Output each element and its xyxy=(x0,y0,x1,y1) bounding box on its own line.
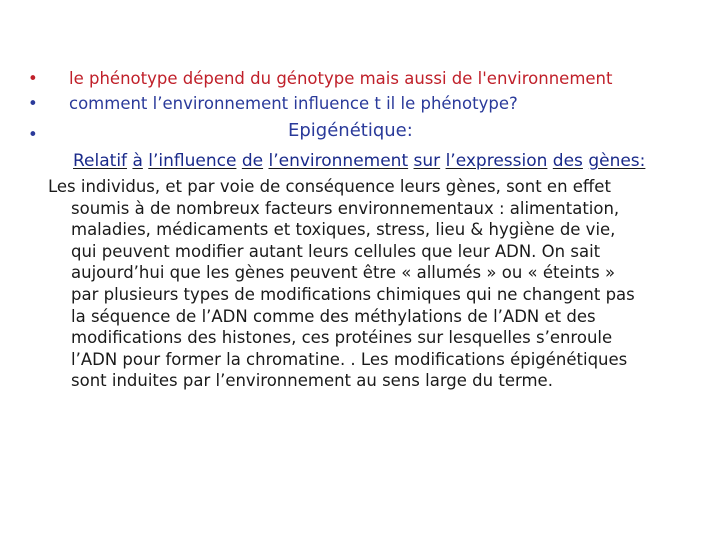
paragraph-line: modifications des histones, ces protéines sur lesquelles s’enroule xyxy=(71,328,613,348)
subtitle-word: l’influence xyxy=(148,151,237,171)
subtitle-word: l’environnement xyxy=(268,151,409,171)
subtitle-word: de xyxy=(241,151,264,171)
paragraph-line: aujourd’hui que les gènes peuvent être « allumés » ou « éteints » xyxy=(71,263,616,283)
subtitle-word: à xyxy=(132,151,143,171)
subtitle-word: Relatif xyxy=(73,151,128,171)
definition-subtitle xyxy=(73,150,645,172)
paragraph-line: l’ADN pour former la chromatine. . Les modifications épigénétiques xyxy=(71,349,628,369)
bullet-icon: • xyxy=(28,69,38,88)
subtitle-word: gènes: xyxy=(588,151,646,171)
paragraph-line: soumis à de nombreux facteurs environnementaux : alimentation, xyxy=(71,198,620,218)
bullet-icon: • xyxy=(28,125,38,144)
body-paragraph xyxy=(48,176,688,392)
paragraph-line: par plusieurs types de modifications chimiques qui ne changent pas xyxy=(71,284,635,304)
paragraph-line: la séquence de l’ADN comme des méthylations de l’ADN et des xyxy=(71,306,596,326)
paragraph-line: qui peuvent modifier autant leurs cellules que leur ADN. On sait xyxy=(71,241,601,261)
section-heading: Epigénétique: xyxy=(288,120,413,141)
subtitle-word: des xyxy=(552,151,583,171)
paragraph-continuation xyxy=(48,198,688,392)
subtitle-word: l’expression xyxy=(445,151,548,171)
bullet-icon: • xyxy=(28,94,38,113)
paragraph-line: sont induites par l’environnement au sens large du terme. xyxy=(71,371,553,391)
bullet-text: comment l’environnement influence t il le phénotype? xyxy=(69,94,518,113)
subtitle-word: sur xyxy=(413,151,441,171)
paragraph-line: Les individus, et par voie de conséquence leurs gènes, sont en effet xyxy=(48,177,611,196)
bullet-text: le phénotype dépend du génotype mais aussi de l'environnement xyxy=(69,69,613,88)
paragraph-line: maladies, médicaments et toxiques, stress, lieu & hygiène de vie, xyxy=(71,220,616,240)
